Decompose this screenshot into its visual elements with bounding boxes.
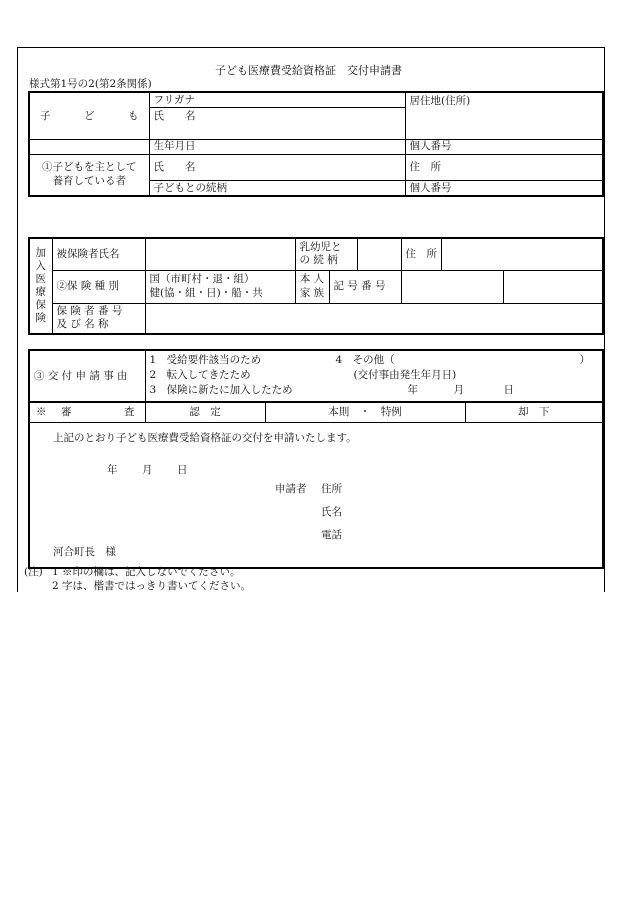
reason-options[interactable] [145,350,603,402]
record-number-field[interactable] [401,270,503,303]
insurance-table [28,237,604,335]
applicant-address-label: 住所 [321,482,342,495]
reason-table [28,349,604,569]
insurer-label-line2: 及 び 名 称 [56,318,109,331]
date-day: 日 [177,463,188,476]
date-month: 月 [142,463,153,476]
infant-relation-label [295,238,357,270]
self-label: 本 人 [299,272,325,285]
form-title: 子ども医療費受給資格証 交付申請書 [215,64,402,77]
child-guardian-table [28,91,604,197]
reason-2[interactable]: 2 転入してきたため [149,369,251,381]
child-personal-number-field[interactable] [405,139,603,154]
insurer-label-line1: 保 険 者 番 号 [56,304,123,317]
birthdate-label: 生年月日 [153,140,196,153]
note-2: 2 字は、楷書ではっきり書いてください。 [52,580,252,592]
side-char: 険 [35,312,46,325]
guardian-personal-number-field[interactable] [405,180,603,196]
guardian-personal-number-label: 個人番号 [409,181,452,194]
insured-name-field[interactable] [145,238,295,270]
guardian-address-label: 住 所 [409,160,441,173]
declaration-area [29,422,603,568]
furigana-label: フリガナ [153,93,195,106]
side-char: 療 [35,286,46,298]
guardian-relationship-field[interactable] [149,180,405,196]
relationship-label: 子どもとの続柄 [153,181,227,194]
side-char: 入 [35,259,46,272]
insurer-label [52,303,145,334]
infant-relation-line1: 乳幼児と [299,240,342,253]
insurance-side-label [29,238,52,334]
guardian-address-field[interactable] [405,154,603,180]
form-number: 様式第1号の2(第2条関係) [29,78,152,90]
applicant-label: 申請者 [275,482,307,495]
reason-4[interactable]: 4 その他（ [335,354,395,366]
insurance-type-label: ②保 険 種 別 [52,270,145,303]
insurance-type-line1: 国（市町村・退・組） [149,272,255,285]
note-1: 1 ※印の欄は、記入しないでください。 [52,566,241,578]
record-number-field-2[interactable] [503,270,603,303]
side-char: 加 [35,246,46,259]
review-label: ※ 審 査 [29,402,145,422]
review-rule: 本則 ・ 特例 [265,402,465,422]
insurance-type-options[interactable] [145,270,295,303]
reason-1[interactable]: 1 受給要件該当のため [149,354,262,366]
guardian-label-line2: 養育している者 [52,174,126,187]
insured-name-label: 被保険者氏名 [52,238,145,270]
review-reject: 却 下 [465,402,603,422]
applicant-name-label: 氏名 [321,505,342,518]
insurance-type-line2: 健(協・組・日)・船・共 [149,286,263,299]
child-birthdate-field[interactable] [149,139,405,154]
child-personal-number-label: 個人番号 [409,140,452,153]
child-name-field[interactable] [149,107,405,139]
family-label: 家 族 [299,286,325,299]
insurer-field[interactable] [145,303,603,334]
occurrence-day: 日 [503,384,514,396]
child-furigana-field[interactable] [149,92,405,107]
guardian-name-label: 氏 名 [153,160,196,173]
insurance-address-field[interactable] [441,238,603,270]
self-family-options[interactable] [295,270,329,303]
guardian-label [29,154,149,196]
review-approve: 認 定 [145,402,265,422]
reason-label: ③ 交 付 申 請 事 由 [29,350,145,402]
notes-prefix: (注) [24,566,43,578]
side-char: 医 [35,272,46,285]
child-address-label: 居住地(住所) [409,95,471,107]
occurrence-date-label: (交付事由発生年月日) [353,369,457,381]
record-number-label: 記 号 番 号 [329,270,401,303]
reason-3[interactable]: 3 保険に新たに加入したため [149,384,293,396]
occurrence-year: 年 [407,384,418,396]
addressee: 河合町長 様 [53,545,116,558]
declaration-text: 上記のとおり子ども医療費受給資格証の交付を申請いたします。 [53,431,357,444]
side-char: 保 [35,299,46,312]
child-name-label: 氏 名 [153,109,196,122]
infant-relation-field[interactable] [357,238,401,270]
reason-4-close: ） [579,354,590,366]
child-label: 子 ど も [29,92,149,139]
infant-relation-line2: の 続 柄 [299,254,338,267]
applicant-phone-label: 電話 [321,528,342,541]
date-year: 年 [107,463,118,476]
child-address-field[interactable] [405,92,603,139]
insurance-address-label: 住 所 [401,238,441,270]
guardian-label-line1: ①子どもを主として [42,161,137,174]
guardian-name-field[interactable] [149,154,405,180]
occurrence-month: 月 [453,384,464,396]
